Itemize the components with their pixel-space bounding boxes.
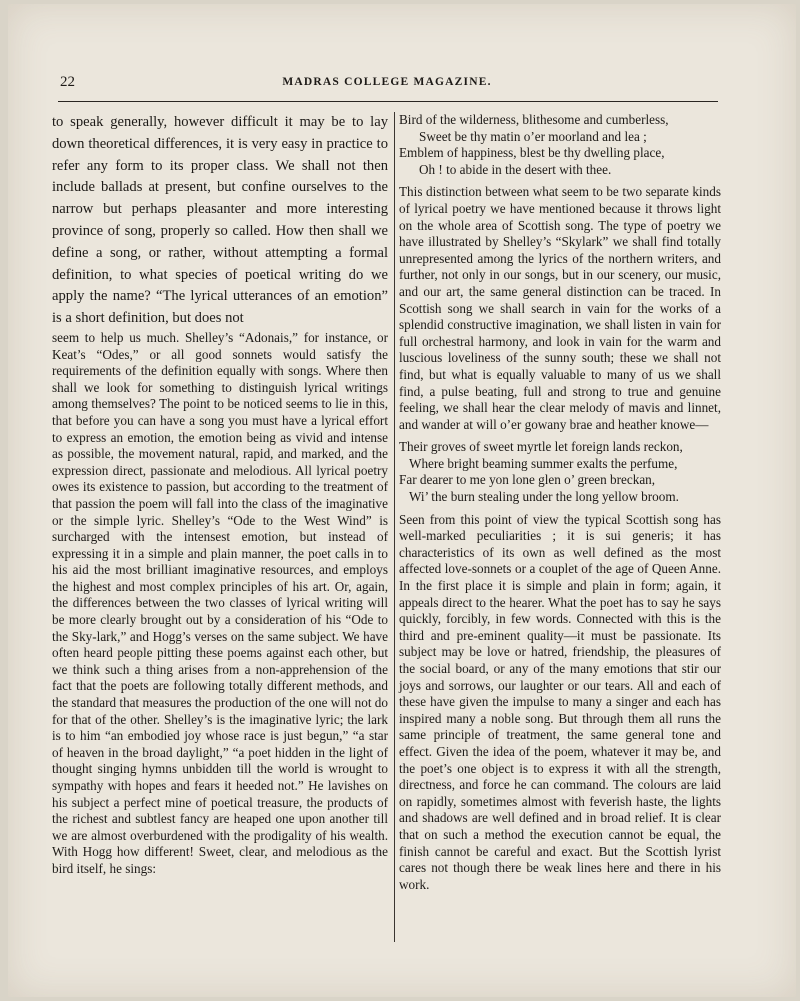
column-divider xyxy=(394,112,395,942)
verse-line: Where bright beaming summer exalts the perfume, xyxy=(409,455,678,471)
verse-line: Bird of the wilderness, blithesome and cumberless, xyxy=(399,112,669,127)
right-paragraph-2: Seen from this point of view the typical Scottish song has well-marked peculiarities ; it is sui generis; it has characteristics of its own as well defined as the most affected love-sonnets or a couplet of the age of Queen Anne. In the first place it is simple and plain in form; again, it appeals direct to the hearer. What the poet has to say he says quickly, forcibly, in few words. Connected with this is the third and pre-eminent quality—it must be passionate. Its subject may be love or hatred, friendship, the pleasures of the social board, or any of the many emotions that stir our joys and sorrows, our laughter or our tears. All and each of these have given the impulse to many a singer and each has inspired many a noble song. But through them all runs the same principle of treatment, the same general tone and effect. Given the idea of the poem, whatever it may be, and the poet’s one object is to express it with all the strength, directness, and force he can command. The colours are laid on rapidly, sometimes almost with feverish haste, the lights and shadows are well defined and in broad relief. It is clear that on such a method the execution cannot be equal, the finish cannot be careful and exact. But the Scottish lyrist cares not though there be weak lines here and there in his work. xyxy=(399,511,721,892)
page-header xyxy=(56,74,718,94)
left-paragraph-lead: to speak generally, however difficult it may be to lay down theoretical differences, it is very easy in practice to refer any form to its proper class. We shall not then include ballads at present, but confine ourselves to the narrow but perhaps pleasanter and more interesting province of song, properly so called. How then shall we define a song, or rather, without attempting a formal definition, to what species of poetical writing do we apply the name? “The lyrical utterances of an emotion” is a short definition, but does not xyxy=(52,114,388,327)
verse-line: Their groves of sweet myrtle let foreign lands reckon, xyxy=(399,439,683,455)
verse-line: Far dearer to me yon lone glen o’ green breckan, xyxy=(399,472,656,488)
left-paragraph-body: seem to help us much. Shelley’s “Adonais,” for instance, or Keat’s “Odes,” or all good sonnets would satisfy the requirements of the definition equally with songs. Where then shall we look for something to distinguish lyrical writings among themselves? The point to be noticed seems to lie in this, that before you can have a song you must have a lyrical effort to express an emotion, the emotion being as vivid and intense as possible, the movement natural, rapid, and marked, and the expression direct, passionate and melodious. All lyrical poetry owes its existence to passion, but according to the treatment of that passion the poem will fall into the class of the imaginative or the simple lyric. Shelley’s “Ode to the West Wind” is surcharged with the intensest emotion, but instead of expressing it in a simple and plain manner, the poet calls in to his aid the most brilliant imaginative resources, and employs the highest and most complex principles of his art. Or, again, the differences between the two classes of lyrical writing will be more clearly brought out by a consideration of his “Ode to the Sky-lark,” and Hogg’s verses on the same subject. We have often heard people pitting these poems against each other, but we think such a thing arises from a non-apprehension of the fact that the poets are following totally different methods, and the standard that measures the production of the one will not do for that of the other. Shelley’s is the imaginative lyric; the lark is to him “an embodied joy whose race is just begun,” “a star of heaven in the broad daylight,” “a poet hidden in the light of thought singing hymns unbidden till the world is wrought to sympathy with hopes and fears it heeded not.” He lavishes on his subject a perfect mine of poetical treasure, the products of the richest and subtlest fancy are heaped one upon another till we are almost overburdened with the prodigality of his wealth. With Hogg how different! Sweet, clear, and melodious as the bird itself, he sings: xyxy=(52,329,388,876)
running-head: MADRAS COLLEGE MAGAZINE. xyxy=(282,76,492,88)
page-number: 22 xyxy=(60,74,75,90)
right-column xyxy=(399,112,721,893)
verse-line: Wi’ the burn stealing under the long yellow broom. xyxy=(409,489,679,505)
right-paragraph-1: This distinction between what seem to be two separate kinds of lyrical poetry we have mentioned because it throws light on the whole area of Scottish song. The type of poetry we have illustrated by Shelley’s “Skylark” we shall find totally unrepresented among the lyrics of the northern writers, and further, not only in our songs, but in our scenery, our music, and our art, the same general distinction can be traced. In Scottish song we shall search in vain for the works of a splendid constructive imagination, we shall listen in vain for full orchestral harmony, and look in vain for the warm and luscious loveliness of the sunny south; these we shall not find, but what is equally valuable to many of us we shall find, a pulse beating, full and strong to true and genuine feeling, we shall hear the clear melody of mavis and linnet, and wander at will o’er gowany brae and heather knowe— xyxy=(399,184,721,432)
skylark-verse xyxy=(399,112,721,178)
groves-verse xyxy=(399,439,721,505)
verse-line: Sweet be thy matin o’er moorland and lea ; xyxy=(419,128,647,144)
left-column xyxy=(52,112,388,878)
header-rule xyxy=(58,101,718,102)
verse-line: Oh ! to abide in the desert with thee. xyxy=(419,161,612,177)
verse-line: Emblem of happiness, blest be thy dwelling place, xyxy=(399,145,665,161)
